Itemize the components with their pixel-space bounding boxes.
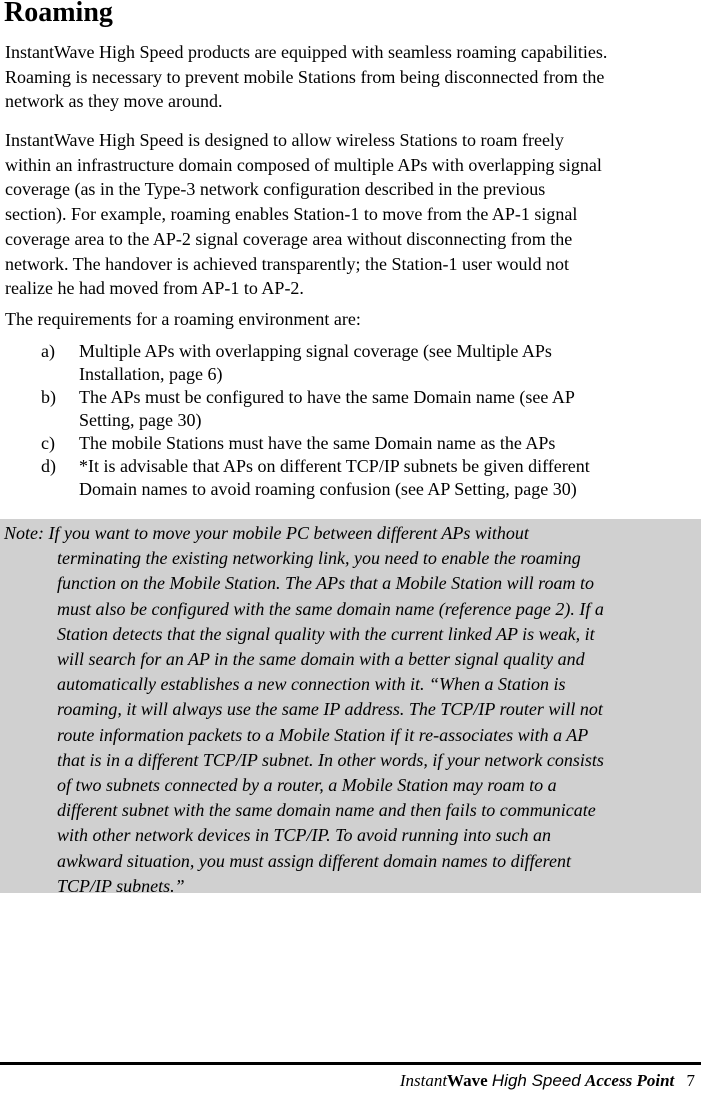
page-footer: [400, 1071, 695, 1091]
requirement-line: The APs must be configured to have the same Domain name (see AP: [79, 387, 575, 407]
paragraph-line: section). For example, roaming enables Station-1 to move from the AP-1 signal: [5, 204, 578, 225]
note-line: with other network devices in TCP/IP. To avoid running into such an: [57, 825, 551, 846]
paragraph-line: realize he had moved from AP-1 to AP-2.: [5, 278, 304, 299]
requirement-line: Setting, page 30): [79, 410, 202, 430]
paragraph-line: coverage (as in the Type-3 network configuration described in the previous: [5, 179, 546, 200]
footer-divider: [0, 1062, 701, 1065]
requirement-item: [0, 455, 701, 501]
note-line: Note: If you want to move your mobile PC between different APs without: [4, 523, 529, 543]
requirement-line: The mobile Stations must have the same Domain name as the APs: [79, 433, 556, 453]
paragraph-line: within an infrastructure domain composed of multiple APs with overlapping signal: [5, 154, 602, 175]
note-line: will search for an AP in the same domain with a better signal quality and: [57, 649, 585, 670]
note-box: [0, 519, 701, 896]
paragraph-line: InstantWave High Speed products are equipped with seamless roaming capabilities.: [5, 42, 608, 62]
note-line: route information packets to a Mobile Station if it re-associates with a AP: [57, 724, 589, 745]
footer-high-speed: High Speed: [491, 1071, 581, 1090]
note-line: must also be configured with the same domain name (reference page 2). If a: [57, 598, 604, 619]
paragraph-line: network. The handover is achieved transparently; the Station-1 user would not: [5, 253, 570, 274]
requirements-list: [0, 340, 701, 501]
requirement-marker: d): [41, 456, 56, 476]
note-line: of two subnets connected by a router, a Mobile Station may roam to a: [57, 775, 557, 796]
note-line: TCP/IP subnets.”: [57, 875, 185, 896]
note-line: that is in a different TCP/IP subnet. In other words, if your network consists: [57, 749, 604, 770]
paragraph-line: Roaming is necessary to prevent mobile Stations from being disconnected from the: [5, 66, 605, 87]
page-number: 7: [686, 1071, 695, 1090]
paragraph-line: coverage area to the AP-2 signal coverage area without disconnecting from the: [5, 228, 573, 249]
note-line: terminating the existing networking link, you need to enable the roaming: [57, 548, 581, 569]
requirement-marker: b): [41, 387, 56, 407]
requirement-marker: c): [41, 433, 55, 453]
paragraph-line: InstantWave High Speed is designed to allow wireless Stations to roam freely: [5, 130, 564, 150]
note-line: function on the Mobile Station. The APs that a Mobile Station will roam to: [57, 573, 594, 594]
note-line: awkward situation, you must assign different domain names to different: [57, 850, 571, 871]
requirement-line: Domain names to avoid roaming confusion (see AP Setting, page 30): [79, 479, 577, 499]
requirement-item: [0, 432, 701, 455]
note-text: [4, 521, 701, 899]
requirement-line: Multiple APs with overlapping signal coverage (see Multiple APs: [79, 341, 552, 361]
requirement-item: [0, 340, 701, 386]
note-line: different subnet with the same domain name and then fails to communicate: [57, 800, 596, 821]
footer-brand-wave: Wave: [447, 1071, 488, 1090]
footer-brand-instant: Instant: [399, 1071, 448, 1090]
intro-paragraph: [5, 40, 701, 114]
note-line: Station detects that the signal quality with the current linked AP is weak, it: [57, 623, 595, 644]
design-paragraph: [5, 128, 701, 301]
requirement-marker: a): [41, 341, 55, 361]
note-line: automatically establishes a new connection with it. “When a Station is: [57, 674, 566, 695]
requirement-line: Installation, page 6): [79, 364, 223, 384]
paragraph-line: network as they move around.: [5, 91, 223, 112]
footer-access-point: Access Point: [585, 1071, 675, 1090]
note-line: roaming, it will always use the same IP address. The TCP/IP router will not: [57, 699, 603, 720]
requirement-line: *It is advisable that APs on different TCP/IP subnets be given different: [79, 456, 590, 476]
requirement-item: [0, 386, 701, 432]
requirements-intro: The requirements for a roaming environment are:: [5, 309, 361, 329]
section-heading: Roaming: [4, 0, 113, 28]
